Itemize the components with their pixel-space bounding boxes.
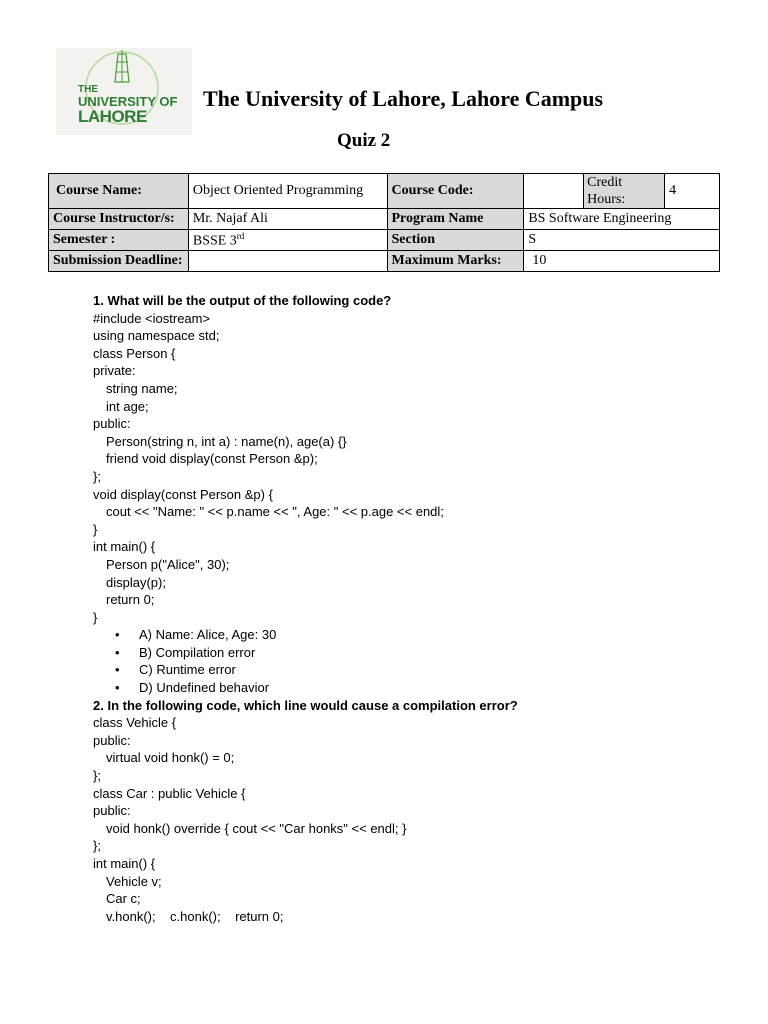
code-line: public: (93, 732, 131, 748)
code-line: void honk() override { cout << "Car honks" << endl; } (106, 820, 407, 836)
question-title: 2. In the following code, which line would cause a compilation error? (93, 697, 518, 713)
program-value: BS Software Engineering (524, 209, 720, 230)
answer-options (93, 626, 733, 696)
semester-value-text: BSSE 3 (192, 233, 237, 249)
code-line: cout << "Name: " << p.name << ", Age: " << p.age << endl; (106, 504, 444, 520)
section-value: S (524, 230, 720, 251)
course-code-value (524, 174, 584, 209)
code-line: }; (93, 768, 101, 784)
code-line: }; (93, 468, 101, 484)
code-line: Car c; (106, 891, 141, 907)
code-line: int main() { (93, 856, 156, 871)
course-code-label: Course Code: (387, 174, 524, 209)
code-line: friend void display(const Person &p); (106, 451, 318, 467)
program-label: Program Name (387, 209, 524, 230)
credit-hours-label-line-2: Hours: (587, 192, 626, 207)
code-line: v.honk(); c.honk(); return 0; (106, 908, 284, 924)
code-line: display(p); (106, 574, 166, 590)
question-2 (93, 697, 733, 926)
answer-option: • A) Name: Alice, Age: 30 (93, 626, 733, 644)
code-line: Person(string n, int a) : name(n), age(a) {} (106, 433, 347, 449)
code-line: int age; (106, 398, 149, 414)
code-line: #include <iostream> (93, 310, 211, 326)
course-name-value: Object Oriented Programming (188, 174, 387, 209)
course-name-label: Course Name: (49, 174, 189, 209)
credit-hours-label-line-1: Credit (587, 175, 623, 190)
code-line: string name; (106, 380, 178, 396)
code-line: public: (93, 416, 131, 432)
deadline-label: Submission Deadline: (49, 251, 189, 272)
deadline-value (188, 251, 387, 272)
code-line: } (93, 521, 98, 537)
instructor-label: Course Instructor/s: (49, 209, 189, 230)
table-row (49, 174, 720, 209)
university-logo (56, 48, 192, 135)
code-line: public: (93, 803, 131, 819)
code-line: class Car : public Vehicle { (93, 785, 246, 801)
quiz-title: Quiz 2 (337, 130, 391, 151)
max-marks-value: 10 (524, 251, 720, 272)
code-line: class Person { (93, 345, 176, 361)
instructor-value: Mr. Najaf Ali (188, 209, 387, 230)
logo-line-1: THE (78, 84, 98, 95)
code-line: Person p("Alice", 30); (106, 556, 230, 572)
questions-section (93, 292, 733, 925)
max-marks-label: Maximum Marks: (387, 251, 524, 272)
code-line: virtual void honk() = 0; (106, 750, 235, 766)
code-line: void display(const Person &p) { (93, 486, 273, 502)
code-line: private: (93, 363, 136, 379)
question-1 (93, 292, 733, 697)
credit-hours-value: 4 (665, 174, 720, 209)
answer-option: • B) Compilation error (93, 644, 733, 662)
logo-line-3: LAHORE (78, 107, 147, 126)
logo-line-2: UNIVERSITY OF (78, 94, 178, 109)
code-line: return 0; (106, 592, 155, 608)
section-label: Section (387, 230, 524, 251)
semester-value-sup: rd (236, 230, 245, 241)
table-row (49, 230, 720, 251)
code-line: int main() { (93, 539, 156, 555)
course-info-table (48, 173, 720, 272)
code-line: } (93, 609, 98, 625)
semester-label: Semester : (49, 230, 189, 251)
code-line: class Vehicle { (93, 715, 177, 731)
code-line: }; (93, 838, 101, 854)
university-title: The University of Lahore, Lahore Campus (203, 86, 604, 111)
table-row (49, 251, 720, 272)
credit-hours-label (584, 174, 665, 209)
semester-value (188, 230, 387, 251)
answer-option: • D) Undefined behavior (93, 679, 733, 697)
table-row (49, 209, 720, 230)
question-title: 1. What will be the output of the following code? (93, 293, 392, 308)
code-line: Vehicle v; (106, 873, 162, 889)
answer-option: • C) Runtime error (93, 661, 733, 679)
code-line: using namespace std; (93, 328, 220, 344)
